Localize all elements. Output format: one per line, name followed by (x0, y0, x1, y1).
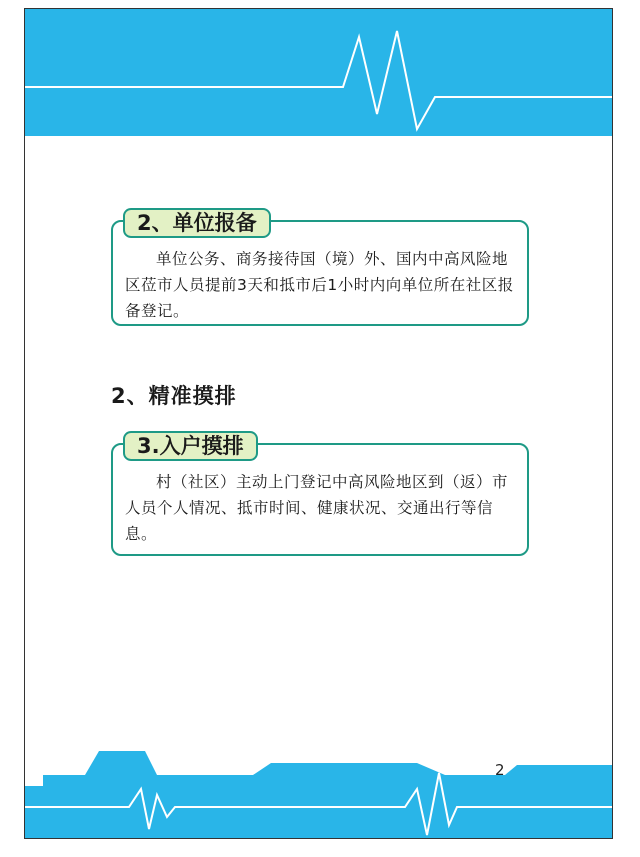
card-title: 2、单位报备 (123, 208, 271, 238)
card-unit-report (111, 211, 529, 326)
card-title: 3.入户摸排 (123, 431, 258, 461)
section-heading: 2、精准摸排 (111, 384, 237, 408)
footer-band (25, 743, 612, 839)
page-number: 2 (495, 761, 505, 779)
heartbeat-line-top (25, 9, 613, 136)
card-household-survey (111, 434, 529, 556)
page (24, 8, 613, 839)
card-body: 单位公务、商务接待国（境）外、国内中高风险地区莅市人员提前3天和抵市后1小时内向单位所在社区报备登记。 (125, 250, 514, 320)
card-body: 村（社区）主动上门登记中高风险地区到（返）市人员个人情况、抵市时间、健康状况、交通出行等信息。 (125, 473, 509, 543)
footer-shape (25, 743, 613, 839)
header-band (25, 9, 612, 136)
